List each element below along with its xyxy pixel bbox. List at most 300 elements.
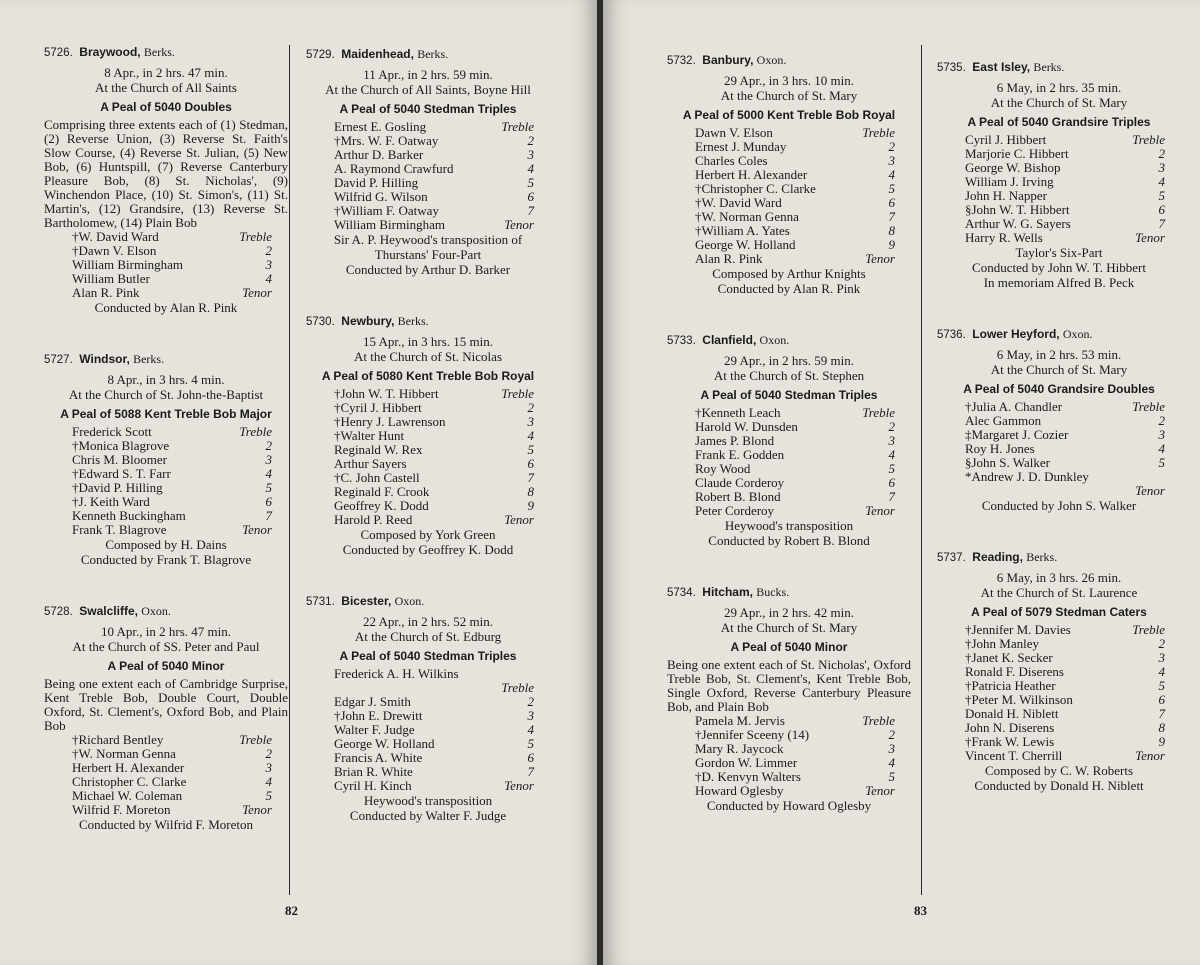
bell-position: 3 [888, 433, 895, 448]
ringer-name: Harold P. Reed [334, 512, 413, 527]
ringer-name: Arthur Sayers [334, 456, 407, 471]
peal-title: A Peal of 5040 Stedman Triples [339, 102, 517, 116]
peal-record [306, 313, 550, 557]
ringer-name: James P. Blond [695, 433, 775, 448]
peal-county: Berks. [1026, 550, 1058, 564]
ringer-name: Francis A. White [334, 750, 423, 765]
ringer-row [965, 721, 1181, 735]
bell-position: Treble [239, 424, 272, 439]
ringer-row [72, 244, 288, 258]
peal-title: A Peal of 5000 Kent Treble Bob Royal [682, 108, 896, 122]
ringer-name: †John Manley [965, 636, 1040, 651]
bell-position: 5 [265, 788, 272, 803]
peal-number: 5737. [937, 552, 966, 564]
bell-position: 3 [527, 708, 534, 723]
peal-title: A Peal of 5040 Minor [730, 640, 848, 654]
bell-position: 2 [1158, 636, 1165, 651]
bell-position: 4 [888, 167, 895, 182]
bell-position: 2 [265, 243, 272, 258]
ringer-row [695, 742, 911, 756]
ringer-name: George W. Holland [695, 237, 796, 252]
bell-position: 6 [888, 475, 895, 490]
ringer-row [334, 176, 550, 190]
ringer-row [72, 286, 288, 300]
ringer-row [72, 230, 288, 244]
ringer-row [695, 406, 911, 420]
peal-footer-line: Conducted by Walter F. Judge [349, 808, 507, 823]
bell-position: Treble [862, 405, 895, 420]
bell-position: 2 [888, 419, 895, 434]
bell-position: 4 [265, 271, 272, 286]
peal-date: 10 Apr., in 2 hrs. 47 min. [100, 624, 231, 639]
ringer-name: Wilfrid F. Moreton [72, 802, 171, 817]
peal-church: At the Church of St. Laurence [980, 585, 1138, 600]
bell-position: 2 [265, 438, 272, 453]
peal-number: 5728. [44, 606, 73, 618]
ringer-row [695, 182, 911, 196]
peal-footer-line: Heywood's transposition [363, 793, 493, 808]
ringer-name: †W. David Ward [695, 195, 782, 210]
ringer-row [695, 770, 911, 784]
ringer-row [965, 231, 1181, 245]
peal-date: 6 May, in 3 hrs. 26 min. [996, 570, 1122, 585]
ringer-name: †William A. Yates [695, 223, 790, 238]
ringer-row [965, 456, 1181, 470]
bell-position: 7 [888, 489, 895, 504]
peal-county: Bucks. [756, 585, 790, 599]
ringer-row [695, 140, 911, 154]
ringer-row [334, 723, 550, 737]
peal-record [306, 46, 550, 277]
ringer-row [695, 238, 911, 252]
ringer-list [72, 733, 288, 817]
ringer-name: Kenneth Buckingham [72, 508, 186, 523]
peal-place: Lower Heyford, [972, 327, 1060, 341]
ringer-row [334, 471, 550, 485]
bell-position: 3 [265, 257, 272, 272]
ringer-name: Charles Coles [695, 153, 768, 168]
peal-date: 8 Apr., in 2 hrs. 47 min. [104, 65, 228, 80]
bell-position: Treble [862, 125, 895, 140]
ringer-list [334, 120, 550, 232]
peal-heading [306, 313, 550, 330]
ringer-row [334, 162, 550, 176]
ringer-name: *Andrew J. D. Dunkley [965, 469, 1089, 484]
ringer-row [334, 681, 550, 695]
ringer-name: Alan R. Pink [72, 285, 140, 300]
column-4 [937, 55, 1181, 807]
peal-place: Banbury, [702, 53, 754, 67]
ringer-row [334, 737, 550, 751]
peal-footer-line: Conducted by Alan R. Pink [94, 300, 238, 315]
page-number-right: 83 [914, 903, 927, 918]
peal-footer-line: Sir A. P. Heywood's transposition of Thurstans' Four-Part [333, 232, 523, 262]
ringer-name: †David P. Hilling [72, 480, 163, 495]
peal-footer-line: Conducted by John W. T. Hibbert [972, 260, 1146, 275]
bell-position: 4 [527, 428, 534, 443]
bell-position: Tenor [504, 778, 534, 793]
peal-footer-line: Composed by Arthur Knights [712, 266, 866, 281]
peal-footer-line: Conducted by Arthur D. Barker [345, 262, 511, 277]
bell-position: 4 [1158, 664, 1165, 679]
ringer-name: Christopher C. Clarke [72, 774, 187, 789]
ringer-name: Harry R. Wells [965, 230, 1043, 245]
ringer-name: Claude Corderoy [695, 475, 785, 490]
ringer-row [965, 414, 1181, 428]
peal-footer-line: Composed by H. Dains [105, 537, 227, 552]
peal-footer-line: Conducted by Alan R. Pink [717, 281, 861, 296]
peal-title: A Peal of 5088 Kent Treble Bob Major [60, 407, 272, 421]
bell-position: Tenor [865, 783, 895, 798]
bell-position: Tenor [242, 522, 272, 537]
right-page [603, 0, 1200, 965]
bell-position: 2 [888, 139, 895, 154]
peal-heading [306, 593, 550, 610]
ringer-name: Wilfrid G. Wilson [334, 189, 428, 204]
peal-place: Braywood, [79, 45, 141, 59]
peal-footer-line: Conducted by Geoffrey K. Dodd [342, 542, 514, 557]
peal-heading [44, 351, 288, 368]
peal-record [937, 59, 1181, 290]
peal-date: 6 May, in 2 hrs. 53 min. [996, 347, 1122, 362]
ringer-name: †Edward S. T. Farr [72, 466, 171, 481]
peal-date: 6 May, in 2 hrs. 35 min. [996, 80, 1122, 95]
ringer-row [695, 126, 911, 140]
bell-position: 3 [888, 741, 895, 756]
peal-title: A Peal of 5040 Doubles [100, 100, 232, 114]
peal-record [937, 549, 1181, 793]
peal-footer-line: Composed by C. W. Roberts [984, 763, 1134, 778]
ringer-row [72, 467, 288, 481]
peal-place: Swalcliffe, [79, 604, 138, 618]
peal-record [667, 52, 911, 296]
ringer-name: Roy H. Jones [965, 441, 1035, 456]
ringer-name: Dawn V. Elson [695, 125, 773, 140]
ringer-name: Arthur D. Barker [334, 147, 424, 162]
ringer-row [965, 623, 1181, 637]
bell-position: 4 [265, 466, 272, 481]
bell-position: Tenor [504, 217, 534, 232]
ringer-row [695, 504, 911, 518]
ringer-row [334, 485, 550, 499]
bell-position: Treble [862, 713, 895, 728]
ringer-name: William J. Irving [965, 174, 1054, 189]
ringer-name: George W. Holland [334, 736, 435, 751]
left-page [0, 0, 597, 965]
ringer-name: George W. Bishop [965, 160, 1061, 175]
bell-position: Tenor [504, 512, 534, 527]
peal-title: A Peal of 5040 Grandsire Triples [967, 115, 1151, 129]
ringer-row [72, 789, 288, 803]
ringer-name: Edgar J. Smith [334, 694, 411, 709]
peal-church: At the Church of St. Mary [720, 620, 858, 635]
ringer-name: †Janet K. Secker [965, 650, 1053, 665]
peal-number: 5729. [306, 49, 335, 61]
bell-position: Treble [501, 680, 534, 695]
ringer-row [695, 490, 911, 504]
ringer-name: †W. Norman Genna [695, 209, 799, 224]
ringer-row [695, 756, 911, 770]
bell-position: 5 [527, 175, 534, 190]
ringer-row [334, 401, 550, 415]
peal-footer-line: Conducted by John S. Walker [981, 498, 1137, 513]
peal-title: A Peal of 5040 Stedman Triples [700, 388, 878, 402]
peal-heading [667, 584, 911, 601]
peal-record [306, 593, 550, 823]
ringer-name: §John S. Walker [965, 455, 1051, 470]
peal-county: Oxon. [756, 53, 787, 67]
peal-title: A Peal of 5040 Grandsire Doubles [963, 382, 1155, 396]
ringer-name: Brian R. White [334, 764, 413, 779]
bell-position: 7 [888, 209, 895, 224]
ringer-row [334, 415, 550, 429]
bell-position: 2 [888, 727, 895, 742]
ringer-row [334, 667, 550, 681]
bell-position: 5 [888, 769, 895, 784]
ringer-row [72, 509, 288, 523]
ringer-name: William Birmingham [72, 257, 184, 272]
ringer-name: †John E. Drewitt [334, 708, 423, 723]
peal-place: Bicester, [341, 594, 392, 608]
peal-county: Berks. [143, 45, 175, 59]
peal-number: 5733. [667, 335, 696, 347]
peal-title: A Peal of 5079 Stedman Caters [971, 605, 1147, 619]
ringer-row [72, 775, 288, 789]
ringer-name: John N. Diserens [965, 720, 1055, 735]
ringer-name: †Kenneth Leach [695, 405, 781, 420]
bell-position: 7 [265, 508, 272, 523]
ringer-name: Pamela M. Jervis [695, 713, 785, 728]
peal-number: 5730. [306, 316, 335, 328]
peal-footer-line: In memoriam Alfred B. Peck [983, 275, 1135, 290]
bell-position: 5 [888, 461, 895, 476]
ringer-row [965, 749, 1181, 763]
ringer-name: John H. Napper [965, 188, 1047, 203]
ringer-name: Ronald F. Diserens [965, 664, 1064, 679]
ringer-row [695, 476, 911, 490]
bell-position [484, 667, 534, 681]
bell-position: 7 [1158, 706, 1165, 721]
ringer-row [334, 387, 550, 401]
bell-position: 2 [527, 133, 534, 148]
ringer-name: Frederick Scott [72, 424, 152, 439]
peal-footer-line: Conducted by Robert B. Blond [708, 533, 870, 548]
ringer-row [695, 420, 911, 434]
peal-number: 5735. [937, 62, 966, 74]
bell-position: Treble [501, 386, 534, 401]
column-divider [289, 45, 290, 895]
ringer-name: †J. Keith Ward [72, 494, 150, 509]
ringer-row [695, 714, 911, 728]
ringer-row [965, 217, 1181, 231]
ringer-name: †W. Norman Genna [72, 746, 176, 761]
peal-record [44, 44, 288, 315]
peal-date: 29 Apr., in 2 hrs. 59 min. [723, 353, 854, 368]
peal-description: Being one extent each of St. Nicholas', Oxford Treble Bob, St. Clement's, Kent Treble Bob, Single Oxford, Reverse Canterbury Pleasure Bob, and Plain Bob [667, 657, 911, 714]
peal-date: 15 Apr., in 3 hrs. 15 min. [362, 334, 493, 349]
ringer-row [72, 425, 288, 439]
peal-title: A Peal of 5040 Stedman Triples [339, 649, 517, 663]
ringer-name: †Frank W. Lewis [965, 734, 1055, 749]
peal-place: Reading, [972, 550, 1023, 564]
ringer-row [965, 651, 1181, 665]
ringer-list [695, 406, 911, 518]
ringer-name: Robert B. Blond [695, 489, 781, 504]
bell-position: 6 [527, 189, 534, 204]
ringer-list [965, 133, 1181, 245]
ringer-name: †Peter M. Wilkinson [965, 692, 1073, 707]
ringer-row [334, 765, 550, 779]
ringer-name: †Jennifer M. Davies [965, 622, 1071, 637]
peal-date: 11 Apr., in 2 hrs. 59 min. [363, 67, 493, 82]
bell-position [1115, 470, 1165, 484]
bell-position: 4 [1158, 174, 1165, 189]
peal-number: 5731. [306, 596, 335, 608]
peal-footer-line: Composed by York Green [360, 527, 496, 542]
peal-county: Berks. [397, 314, 429, 328]
bell-position: Tenor [242, 802, 272, 817]
ringer-name: Geoffrey K. Dodd [334, 498, 429, 513]
bell-position: Tenor [1135, 230, 1165, 245]
ringer-row [965, 679, 1181, 693]
ringer-name: Ernest E. Gosling [334, 119, 427, 134]
bell-position: 4 [888, 755, 895, 770]
ringer-row [72, 523, 288, 537]
ringer-name: †Monica Blagrove [72, 438, 170, 453]
column-3 [667, 48, 911, 827]
bell-position: Treble [239, 732, 272, 747]
peal-place: East Isley, [972, 60, 1031, 74]
bell-position: 3 [527, 414, 534, 429]
ringer-row [72, 439, 288, 453]
ringer-name: †Julia A. Chandler [965, 399, 1063, 414]
peal-title: A Peal of 5040 Minor [107, 659, 225, 673]
ringer-row [695, 196, 911, 210]
ringer-row [695, 224, 911, 238]
ringer-row [334, 499, 550, 513]
peal-heading [937, 549, 1181, 566]
bell-position: 5 [1158, 455, 1165, 470]
ringer-row [965, 428, 1181, 442]
peal-place: Maidenhead, [341, 47, 414, 61]
ringer-row [695, 434, 911, 448]
peal-date: 29 Apr., in 2 hrs. 42 min. [723, 605, 854, 620]
peal-record [937, 326, 1181, 513]
peal-heading [306, 46, 550, 63]
ringer-row [334, 190, 550, 204]
ringer-name: William Butler [72, 271, 150, 286]
column-1 [44, 40, 288, 846]
bell-position: 8 [888, 223, 895, 238]
ringer-name: Frank T. Blagrove [72, 522, 167, 537]
ringer-list [695, 714, 911, 798]
peal-footer-line: Conducted by Frank T. Blagrove [80, 552, 252, 567]
peal-footer-line: Conducted by Donald H. Niblett [974, 778, 1144, 793]
peal-description: Comprising three extents each of (1) Stedman, (2) Reverse Union, (3) Reverse St. Faith's Slow Course, (4) Reverse St. Julian, (5) New Bob, (6) Huntspill, (7) Reverse Canterbury Pleasure Bob, (8) St. Nicholas', (9) Winchendon Place, (10) St. Simon's, (11) St. Martin's, (12) Grandsire, (13) Reverse St. Bartholomew, (14) Plain Bob [44, 117, 288, 230]
bell-position: 2 [1158, 413, 1165, 428]
ringer-row [965, 735, 1181, 749]
peal-record [667, 584, 911, 813]
bell-position: 5 [527, 736, 534, 751]
peal-record [44, 351, 288, 567]
ringer-name: Vincent T. Cherrill [965, 748, 1063, 763]
peal-heading [937, 59, 1181, 76]
bell-position: 8 [527, 484, 534, 499]
ringer-name: †Patricia Heather [965, 678, 1056, 693]
peal-place: Clanfield, [702, 333, 757, 347]
ringer-name: Walter F. Judge [334, 722, 415, 737]
ringer-row [695, 252, 911, 266]
peal-date: 22 Apr., in 2 hrs. 52 min. [362, 614, 493, 629]
bell-position: 4 [265, 774, 272, 789]
ringer-name [965, 484, 1115, 498]
peal-date: 8 Apr., in 3 hrs. 4 min. [107, 372, 225, 387]
ringer-list [72, 425, 288, 537]
ringer-row [695, 462, 911, 476]
ringer-list [695, 126, 911, 266]
ringer-row [334, 709, 550, 723]
ringer-row [72, 495, 288, 509]
ringer-row [72, 453, 288, 467]
ringer-row [72, 733, 288, 747]
ringer-name: †Henry J. Lawrenson [334, 414, 446, 429]
ringer-row [695, 728, 911, 742]
bell-position: 6 [1158, 202, 1165, 217]
peal-heading [667, 52, 911, 69]
peal-date: 29 Apr., in 3 hrs. 10 min. [723, 73, 854, 88]
ringer-row [965, 147, 1181, 161]
peal-heading [44, 44, 288, 61]
peal-footer-line: Heywood's transposition [724, 518, 854, 533]
ringer-name: Peter Corderoy [695, 503, 775, 518]
ringer-name: Reginald F. Crook [334, 484, 430, 499]
ringer-name: Harold W. Dunsden [695, 419, 798, 434]
bell-position: Treble [501, 119, 534, 134]
ringer-name: Mary R. Jaycock [695, 741, 784, 756]
ringer-row [965, 400, 1181, 414]
ringer-row [334, 779, 550, 793]
ringer-row [72, 481, 288, 495]
peal-place: Newbury, [341, 314, 395, 328]
ringer-row [72, 747, 288, 761]
ringer-row [334, 457, 550, 471]
bell-position: 2 [527, 694, 534, 709]
peal-footer-line: Conducted by Howard Oglesby [706, 798, 872, 813]
ringer-list [965, 623, 1181, 763]
ringer-row [965, 484, 1181, 498]
bell-position: 3 [1158, 427, 1165, 442]
ringer-name: David P. Hilling [334, 175, 419, 190]
ringer-name: William Birmingham [334, 217, 446, 232]
bell-position: 3 [265, 760, 272, 775]
bell-position: 9 [888, 237, 895, 252]
bell-position: Tenor [865, 503, 895, 518]
ringer-name: Donald H. Niblett [965, 706, 1059, 721]
bell-position: 7 [527, 470, 534, 485]
ringer-row [965, 442, 1181, 456]
bell-position: Treble [1132, 132, 1165, 147]
peal-description: Being one extent each of Cambridge Surprise, Kent Treble Bob, Double Court, Double Oxford, St. Clement's, Oxford Bob, and Plain Bob [44, 676, 288, 733]
ringer-name: Howard Oglesby [695, 783, 784, 798]
peal-church: At the Church of All Saints, Boyne Hill [325, 82, 531, 97]
ringer-row [695, 210, 911, 224]
bell-position: 4 [888, 447, 895, 462]
ringer-name: Marjorie C. Hibbert [965, 146, 1069, 161]
bell-position: 6 [527, 750, 534, 765]
ringer-row [334, 148, 550, 162]
peal-church: At the Church of St. Mary [990, 362, 1128, 377]
bell-position: 6 [527, 456, 534, 471]
